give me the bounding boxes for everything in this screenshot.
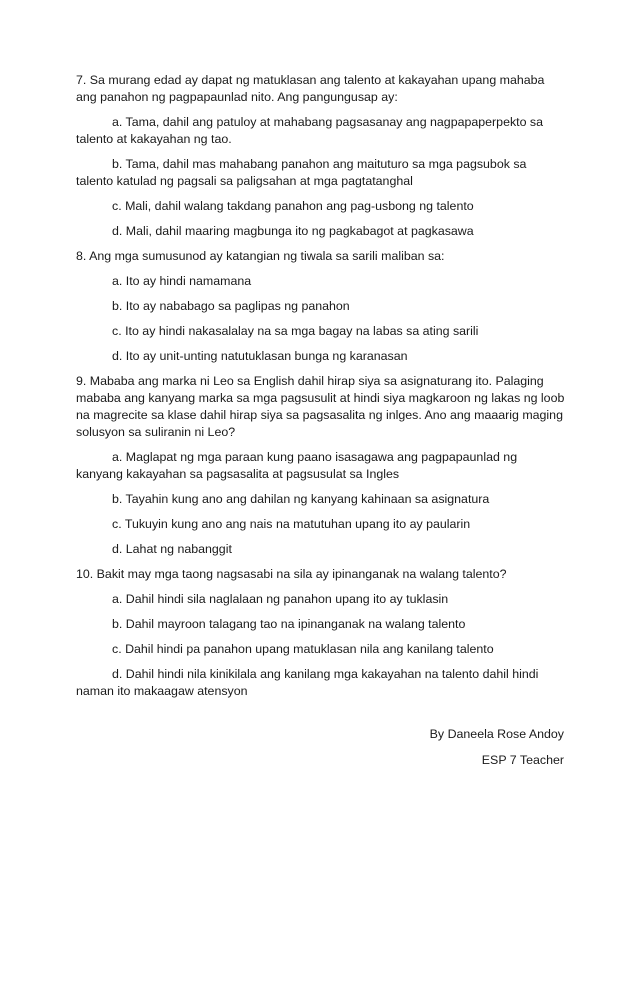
option-b: b. Dahil mayroon talagang tao na ipinanganak na walang talento [112, 617, 466, 631]
option-a: a. Tama, dahil ang patuloy at mahabang pagsasanay ang nagpapaperpekto sa talento at kakayahan ng tao. [76, 115, 544, 146]
option-a: a. Ito ay hindi namamana [112, 274, 252, 288]
option-d: d. Ito ay unit-unting natutuklasan bunga ng karanasan [112, 349, 408, 363]
question-text: 8. Ang mga sumusunod ay katangian ng tiwala sa sarili maliban sa: [76, 249, 445, 263]
option-c: c. Ito ay hindi nakasalalay na sa mga bagay na labas sa ating sarili [112, 324, 479, 338]
question-7 [76, 72, 566, 240]
author-role: ESP 7 Teacher [481, 753, 564, 767]
question-text: 10. Bakit may mga taong nagsasabi na sila ay ipinanganak na walang talento? [76, 567, 507, 581]
quiz-content [76, 72, 566, 708]
question-8 [76, 248, 566, 365]
question-10 [76, 566, 566, 700]
option-d: d. Mali, dahil maaring magbunga ito ng pagkabagot at pagkasawa [112, 224, 474, 238]
option-c: c. Mali, dahil walang takdang panahon ang pag-usbong ng talento [112, 199, 474, 213]
option-c: c. Tukuyin kung ano ang nais na matutuhan upang ito ay paularin [112, 517, 471, 531]
signature-block [430, 726, 564, 778]
option-d: d. Lahat ng nabanggit [112, 542, 232, 556]
option-d: d. Dahil hindi nila kinikilala ang kanilang mga kakayahan na talento dahil hindi naman ito makaagaw atensyon [76, 667, 539, 698]
question-text: 7. Sa murang edad ay dapat ng matuklasan ang talento at kakayahan upang mahaba ang panahon ng pagpapaunlad nito. Ang pangungusap ay: [76, 73, 545, 104]
question-text: 9. Mababa ang marka ni Leo sa English dahil hirap siya sa asignaturang ito. Palaging mababa ang kanyang marka sa mga pagsusulit at hindi siya magkaroon ng lakas ng loob na magrecite sa klase dahil hirap siya sa pagsasalita ng inlges. Ano ang maaarig maging solusyon sa suliranin ni Leo? [76, 374, 565, 439]
option-a: a. Dahil hindi sila naglalaan ng panahon upang ito ay tuklasin [112, 592, 449, 606]
option-c: c. Dahil hindi pa panahon upang matuklasan nila ang kanilang talento [112, 642, 494, 656]
option-a: a. Maglapat ng mga paraan kung paano isasagawa ang pagpapaunlad ng kanyang kakayahan sa pagsasalita at pagsusulat sa Ingles [76, 450, 518, 481]
option-b: b. Tama, dahil mas mahabang panahon ang maituturo sa mga pagsubok sa talento katulad ng pagsali sa paligsahan at mga pagtatanghal [76, 157, 527, 188]
question-9 [76, 373, 566, 558]
option-b: b. Tayahin kung ano ang dahilan ng kanyang kahinaan sa asignatura [112, 492, 490, 506]
option-b: b. Ito ay nababago sa paglipas ng panahon [112, 299, 350, 313]
author-name: By Daneela Rose Andoy [429, 727, 564, 741]
